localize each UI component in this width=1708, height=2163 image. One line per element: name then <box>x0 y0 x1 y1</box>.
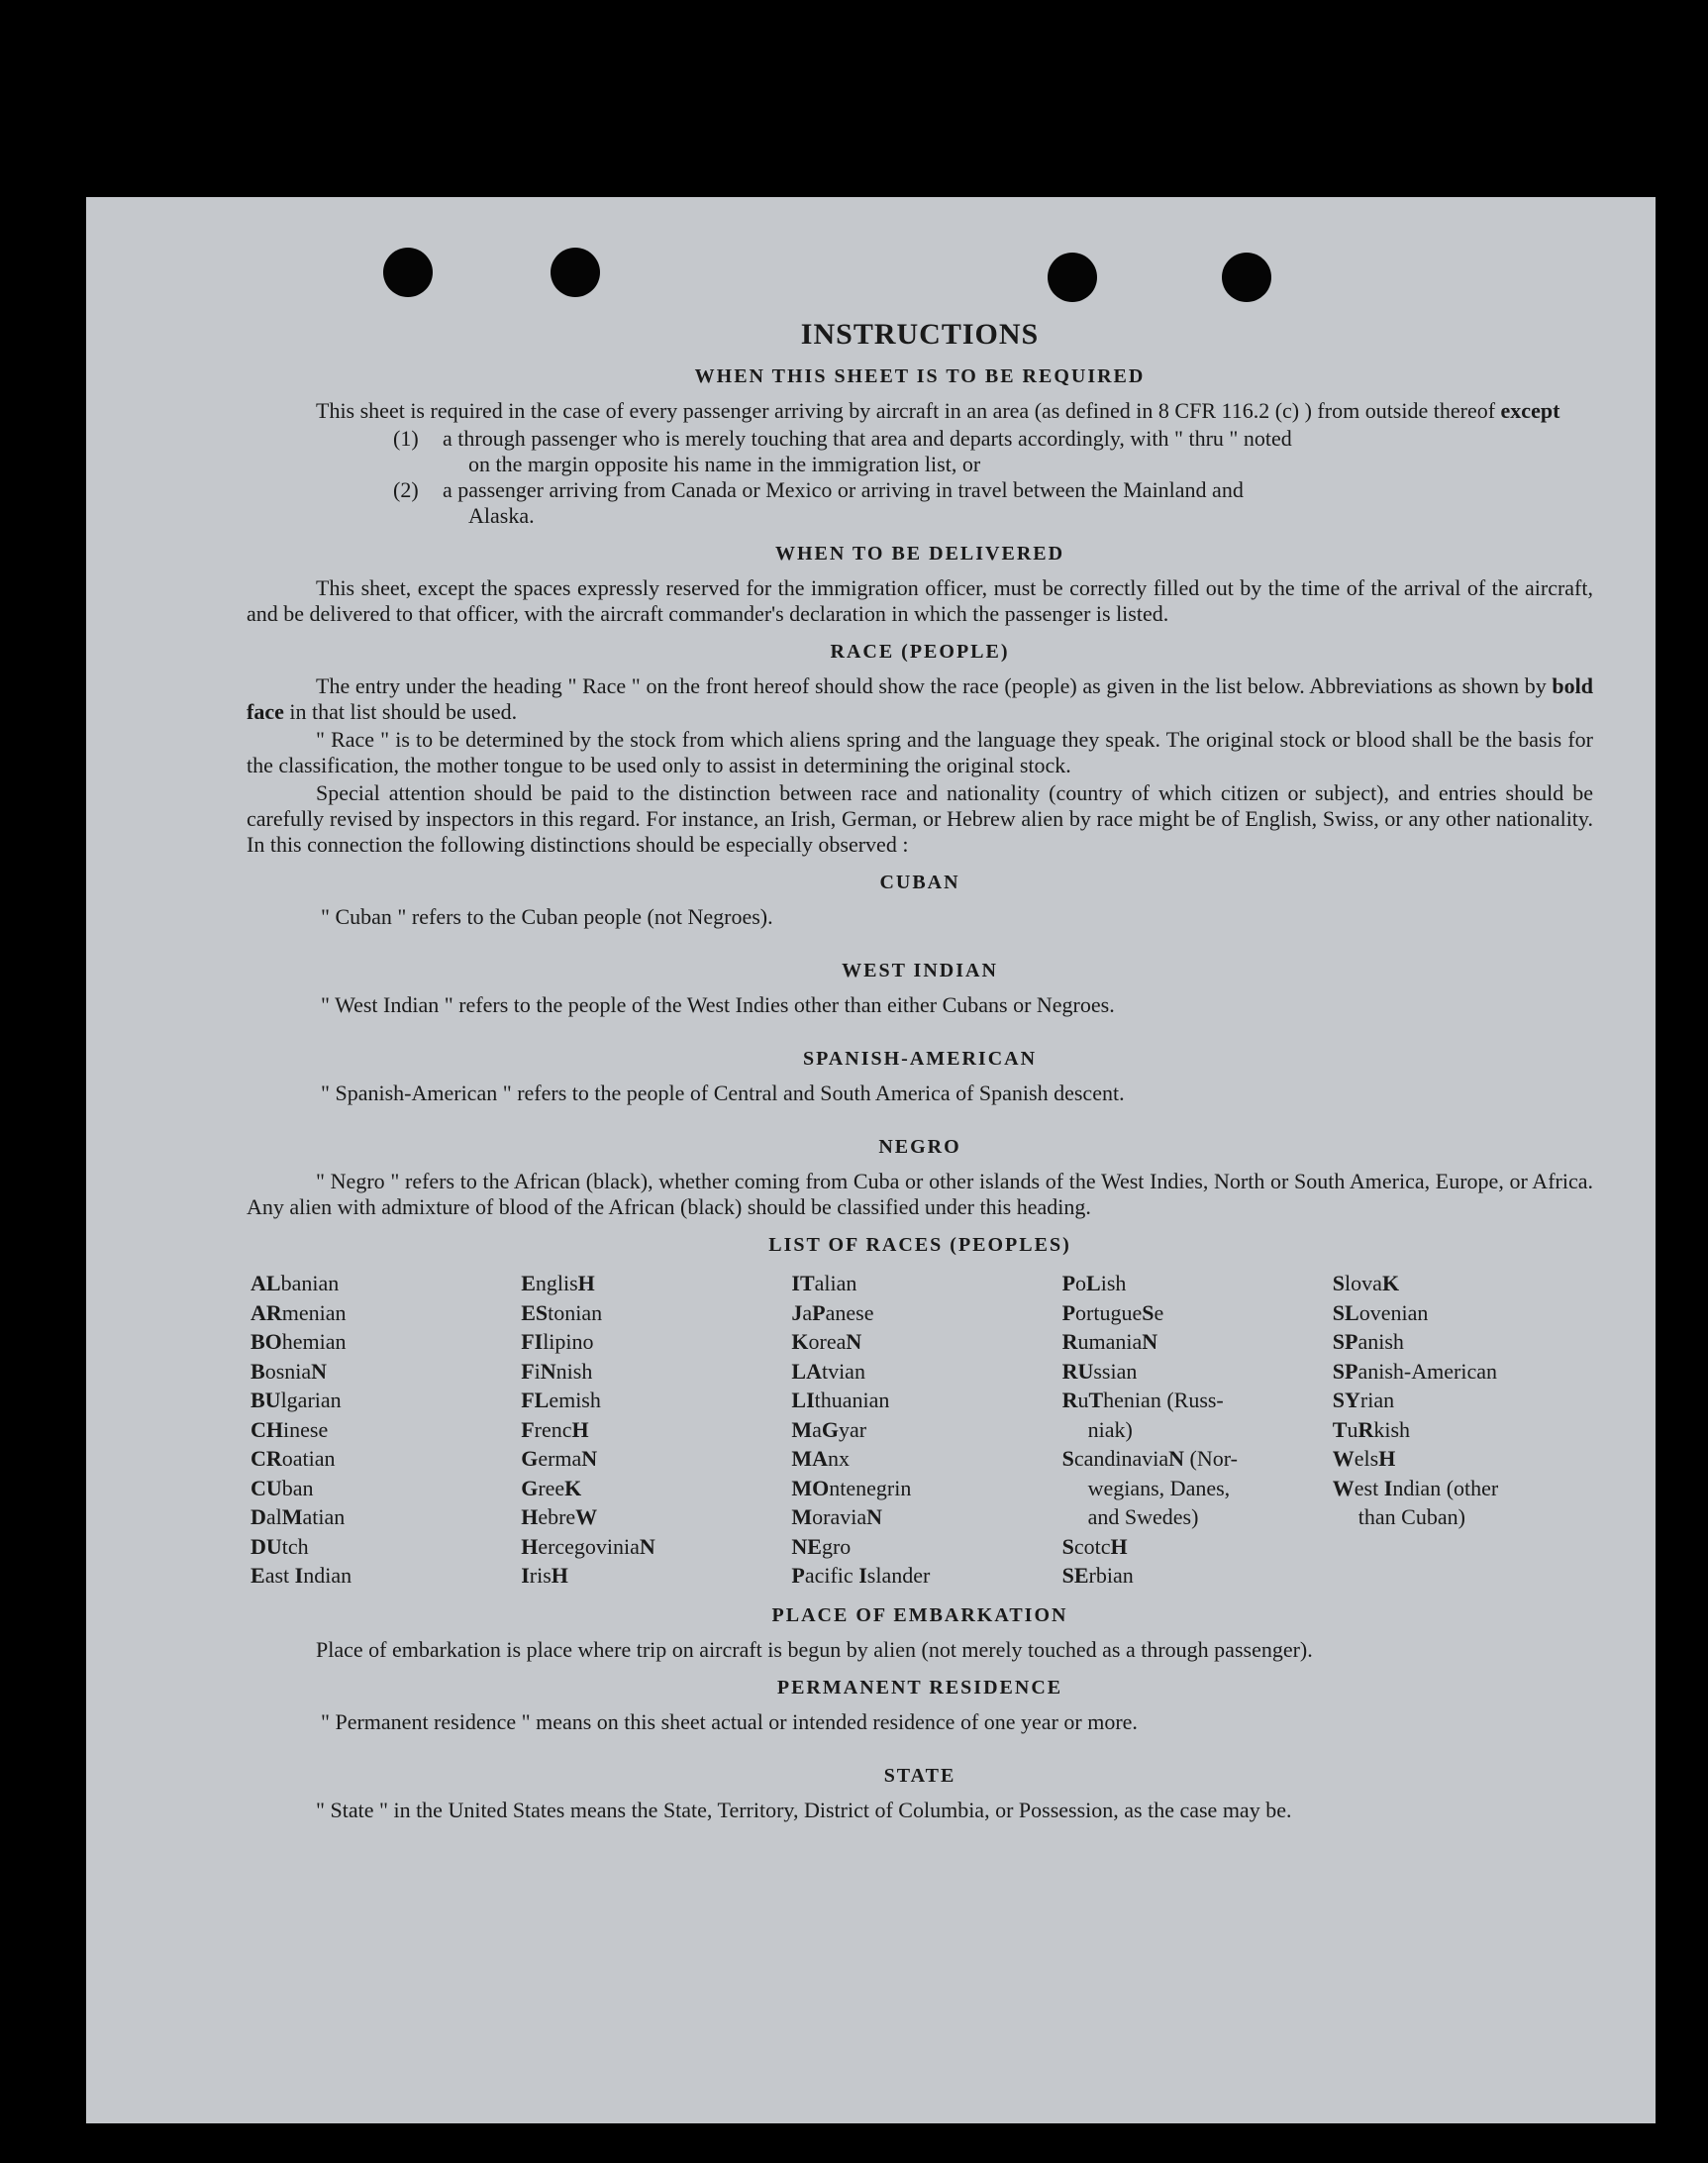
when-delivered-text: This sheet, except the spaces expressly reserved for the immigration officer, must be correctly filled out by the time of the arrival of the aircraft, and be delivered to that officer, with the aircraft commander's declaration in which the passenger is listed. <box>247 575 1593 626</box>
race-entry: FIlipino <box>521 1329 594 1354</box>
heading-negro: NEGRO <box>878 1136 961 1158</box>
race-entry: and Swedes) <box>1087 1504 1199 1529</box>
spanish-american-text: " Spanish-American " refers to the people of Central and South America of Spanish descent. <box>321 1081 1125 1105</box>
race-entry: DalMatian <box>251 1504 346 1529</box>
race-entry: DUtch <box>251 1533 309 1559</box>
race-entry: GermaN <box>521 1446 598 1471</box>
heading-state: STATE <box>883 1764 956 1787</box>
heading-when-delivered: WHEN TO BE DELIVERED <box>774 543 1065 565</box>
race-entry: ScotcH <box>1061 1533 1128 1559</box>
race-entry: PortugueSe <box>1061 1299 1164 1325</box>
races-column <box>251 1269 511 1591</box>
instructions-content <box>247 318 1593 1825</box>
exception-item: (2) a passenger arriving from Canada or Mexico or arriving in travel between the Mainland and Alaska. <box>393 477 1244 528</box>
punch-hole <box>551 248 600 297</box>
negro-text: " Negro " refers to the African (black), whether coming from Cuba or other islands of the West Indies, North or South America, Europe, or Africa. Any alien with admixture of blood of the African (black) should be classified under this heading. <box>247 1169 1593 1219</box>
race-entry: East Indian <box>251 1563 352 1588</box>
race-entry: NEgro <box>791 1533 852 1559</box>
document-sheet <box>86 197 1656 2123</box>
race-entry: wegians, Danes, <box>1087 1475 1231 1500</box>
race-entry: ITalian <box>791 1271 857 1295</box>
race-entry: EnglisH <box>521 1271 595 1295</box>
race-entry: West Indian (other <box>1332 1475 1499 1500</box>
race-paragraph-2: " Race " is to be determined by the stock from which aliens spring and the language they speak. The original stock or blood shall be the basis for the classification, the mother tongue to be used only to assist in determining the original stock. <box>247 727 1593 777</box>
race-entry: MaGyar <box>791 1416 867 1442</box>
race-entry: ScandinaviaN (Nor- <box>1061 1446 1238 1471</box>
heading-race: RACE (PEOPLE) <box>830 641 1010 663</box>
race-entry: FrencH <box>521 1416 589 1442</box>
races-column <box>521 1269 781 1591</box>
race-paragraph-1: The entry under the heading " Race " on the front hereof should show the race (people) as given in the list below. Abbreviations as shown by bold face in that list should be used. <box>247 673 1594 724</box>
race-entry: ALbanian <box>251 1271 340 1295</box>
race-entry: MAnx <box>791 1446 851 1471</box>
race-entry: FiNnish <box>521 1358 593 1384</box>
race-entry: SErbian <box>1061 1563 1134 1588</box>
race-entry: BUlgarian <box>251 1388 342 1412</box>
race-entry: RuThenian (Russ- <box>1061 1388 1224 1412</box>
race-entry: WelsH <box>1332 1446 1396 1471</box>
race-entry: CUban <box>251 1475 314 1500</box>
race-entry: ARmenian <box>251 1299 347 1325</box>
heading-spanish-american: SPANISH-AMERICAN <box>802 1048 1038 1070</box>
punch-hole <box>1222 253 1271 302</box>
race-entry: BOhemian <box>251 1329 347 1354</box>
races-list <box>251 1269 1593 1591</box>
race-entry: than Cuban) <box>1357 1504 1465 1529</box>
embarkation-text: Place of embarkation is place where trip on aircraft is begun by alien (not merely touched as a through passenger). <box>316 1636 1313 1662</box>
race-entry: RUssian <box>1061 1358 1138 1384</box>
race-entry: KoreaN <box>791 1329 862 1354</box>
race-entry: LAtvian <box>791 1358 865 1384</box>
heading-embarkation: PLACE OF EMBARKATION <box>771 1603 1068 1626</box>
race-entry: EStonian <box>521 1299 603 1325</box>
race-entry: CHinese <box>251 1416 329 1442</box>
page-title: INSTRUCTIONS <box>800 318 1040 351</box>
race-entry: IrisH <box>521 1563 568 1588</box>
when-required-intro: This sheet is required in the case of every passenger arriving by aircraft in an area (as defined in 8 CFR 116.2 (c) ) from outside thereof except <box>316 398 1560 423</box>
race-entry: RumaniaN <box>1061 1329 1158 1354</box>
race-entry: GreeK <box>521 1475 582 1500</box>
race-entry: JaPanese <box>791 1299 874 1325</box>
race-entry: LIthuanian <box>791 1388 890 1412</box>
races-column <box>1333 1269 1593 1591</box>
race-entry: niak) <box>1087 1416 1133 1442</box>
punch-hole <box>383 248 433 297</box>
heading-cuban: CUBAN <box>879 872 960 893</box>
heading-west-indian: WEST INDIAN <box>842 960 998 981</box>
west-indian-text: " West Indian " refers to the people of the West Indies other than either Cubans or Negroes. <box>321 992 1115 1017</box>
race-entry: TuRkish <box>1332 1416 1411 1442</box>
race-entry: BosniaN <box>251 1358 328 1384</box>
race-entry: SYrian <box>1332 1388 1395 1412</box>
heading-list-of-races: LIST OF RACES (PEOPLES) <box>768 1234 1071 1256</box>
race-entry: PoLish <box>1061 1271 1127 1295</box>
races-column <box>1062 1269 1323 1591</box>
race-entry: HercegoviniaN <box>521 1533 655 1559</box>
race-entry: MoraviaN <box>791 1504 883 1529</box>
race-entry: MOntenegrin <box>791 1475 912 1500</box>
heading-when-required: WHEN THIS SHEET IS TO BE REQUIRED <box>694 365 1146 387</box>
race-entry: HebreW <box>521 1504 598 1529</box>
cuban-text: " Cuban " refers to the Cuban people (not Negroes). <box>321 904 773 929</box>
race-entry: SPanish-American <box>1332 1358 1497 1384</box>
punch-hole <box>1048 253 1097 302</box>
state-text: " State " in the United States means the State, Territory, District of Columbia, or Possession, as the case may be. <box>316 1797 1292 1822</box>
races-column <box>791 1269 1052 1591</box>
race-entry: SPanish <box>1332 1329 1404 1354</box>
race-entry: SlovaK <box>1332 1271 1400 1295</box>
race-entry: CRoatian <box>251 1446 336 1471</box>
race-entry: Pacific Islander <box>791 1563 931 1588</box>
race-entry: SLovenian <box>1332 1299 1429 1325</box>
race-paragraph-3: Special attention should be paid to the distinction between race and nationality (country of which citizen or subject), and entries should be carefully revised by inspectors in this regard. For instance, an Irish, German, or Hebrew alien by race might be of English, Swiss, or any other nationality. In this connection the following distinctions should be especially observed : <box>247 780 1593 857</box>
race-entry: FLemish <box>521 1388 601 1412</box>
exception-item: (1) a through passenger who is merely touching that area and departs accordingly, with " thru " noted on the margin opposite his name in the immigration list, or <box>393 426 1292 476</box>
heading-residence: PERMANENT RESIDENCE <box>776 1676 1063 1699</box>
residence-text: " Permanent residence " means on this sheet actual or intended residence of one year or more. <box>321 1708 1138 1734</box>
